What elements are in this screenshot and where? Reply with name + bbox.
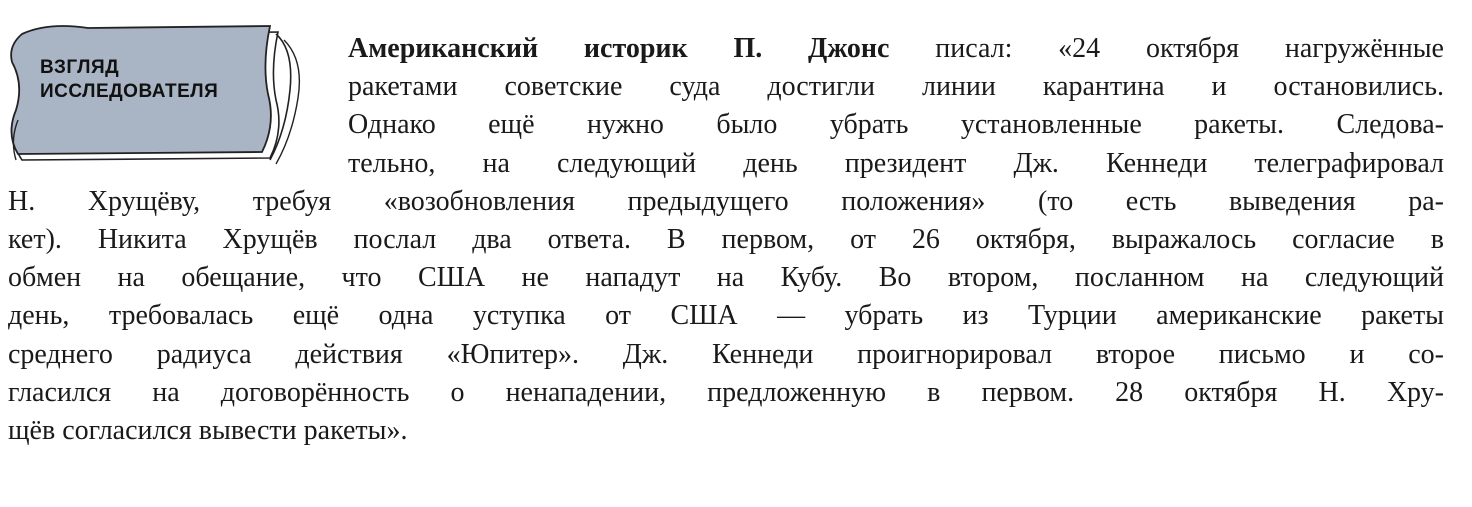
paragraph-line-3: Однако ещё нужно было убрать установленные ракеты. Следова- — [348, 109, 1444, 141]
paragraph-line-10: гласился на договорённость о ненападении, предложенную в первом. 28 октября Н. Хру- — [8, 376, 1444, 408]
paragraph-line-5: Н. Хрущёву, требуя «возобновления предыдущего положения» (то есть выведения ра- — [8, 185, 1444, 217]
paragraph-line-4: тельно, на следующий день президент Дж. Кеннеди телеграфировал — [348, 147, 1444, 179]
paragraph-line-2: ракетами советские суда достигли линии карантина и остановились. — [348, 71, 1444, 103]
paragraph-line-11: щёв согласился вывести ракеты». — [8, 415, 408, 447]
badge-label-line1: ВЗГЛЯД — [40, 57, 120, 78]
quote-paragraph — [8, 30, 1444, 450]
paragraph-line-1: Американский историк П. Джонс писал: «24 октября нагружённые — [348, 33, 1444, 64]
author-name: Американский историк П. Джонс — [348, 33, 890, 64]
paragraph-line-7: обмен на обещание, что США не нападут на Кубу. Во втором, посланном на следующий — [8, 262, 1444, 294]
badge-label-line2: ИССЛЕДОВАТЕЛЯ — [40, 81, 219, 102]
paragraph-line-6: кет). Никита Хрущёв послал два ответа. В первом, от 26 октября, выражалось согласие в — [8, 224, 1444, 256]
paragraph-line-9: среднего радиуса действия «Юпитер». Дж. Кеннеди проигнорировал второе письмо и со- — [8, 338, 1444, 370]
paragraph-line-8: день, требовалась ещё одна уступка от США — убрать из Турции американские ракеты — [8, 300, 1444, 332]
